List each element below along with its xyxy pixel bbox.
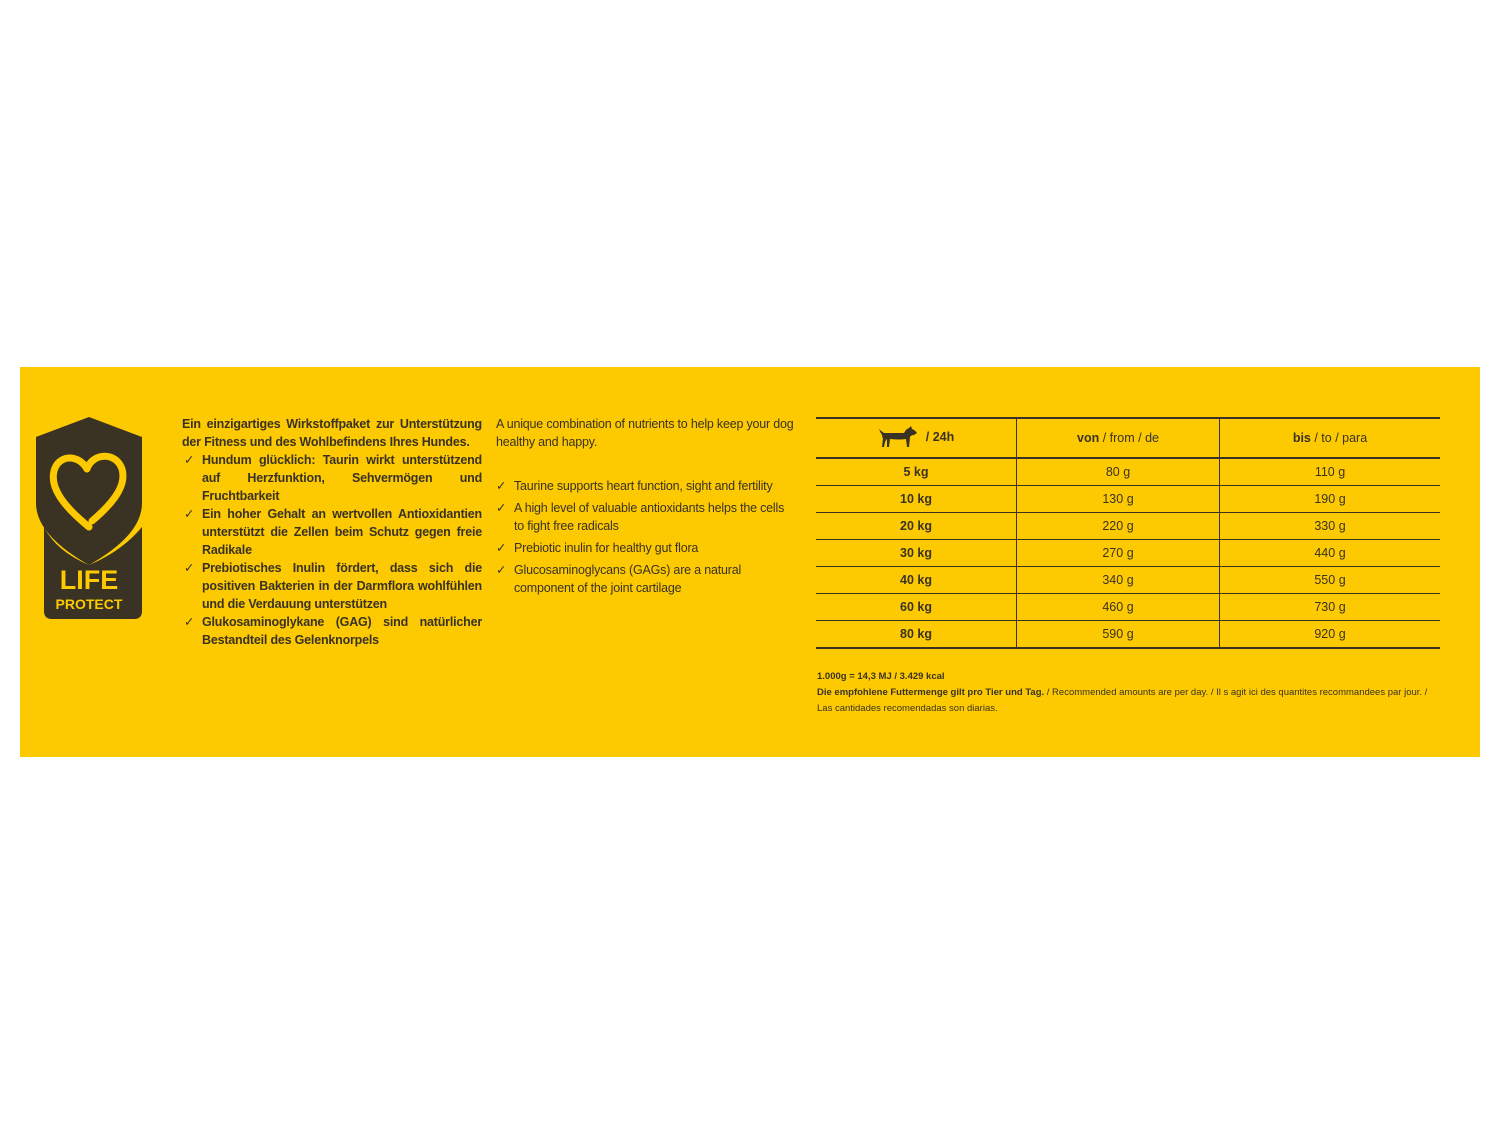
english-intro: A unique combination of nutrients to help keep your dog healthy and happy. [496,417,794,449]
recommendation-note [817,685,1443,717]
cell-from: 460 g [1017,594,1220,621]
recommendation-german: Die empfohlene Futtermenge gilt pro Tier und Tag. [817,687,1045,698]
list-item [496,539,796,557]
feeding-table [816,417,1440,649]
check-icon: ✓ [496,563,507,577]
energy-value: 1.000g = 14,3 MJ / 3.429 kcal [817,671,945,682]
check-icon: ✓ [496,501,507,515]
heart-shield-icon [32,415,146,623]
check-icon: ✓ [184,615,195,629]
list-item [182,505,482,559]
table-row [816,458,1440,486]
list-item [496,561,796,597]
cell-to: 330 g [1220,513,1441,540]
cell-to: 920 g [1220,621,1441,649]
cell-weight: 80 kg [816,621,1017,649]
check-icon: ✓ [184,561,195,575]
list-item [182,613,482,649]
cell-from: 270 g [1017,540,1220,567]
german-description [182,415,482,649]
header-from [1017,418,1220,458]
cell-from: 80 g [1017,458,1220,486]
german-point-text: Hundum glücklich: Taurin wirkt unterstützend auf Herzfunktion, Sehvermögen und Fruchtbarkeit [202,453,482,503]
german-point-text: Glukosaminoglykane (GAG) sind natürlicher Bestandteil des Gelenknorpels [202,615,482,647]
dog-icon [878,425,918,449]
cell-to: 730 g [1220,594,1441,621]
english-point-text: Taurine supports heart function, sight and fertility [514,479,773,493]
cell-to: 190 g [1220,486,1441,513]
cell-to: 440 g [1220,540,1441,567]
german-point-text: Prebiotisches Inulin fördert, dass sich die positiven Bakterien in der Darmflora wohlfühlen und die Verdauung unterstützen [202,561,482,611]
english-benefits-list [496,477,796,597]
logo-text-protect: PROTECT [55,596,123,612]
german-point-text: Ein hoher Gehalt an wertvollen Antioxidantien unterstützt die Zellen beim Schutz gegen freie Radikale [202,507,482,557]
table-header-row [816,418,1440,458]
check-icon: ✓ [496,541,507,555]
table-row [816,513,1440,540]
feeding-notes [817,669,1443,717]
english-point-text: Glucosaminoglycans (GAGs) are a natural component of the joint cartilage [514,563,742,595]
header-to-bold: bis [1292,431,1311,445]
english-description [496,415,796,601]
header-from-bold: von [1077,431,1100,445]
cell-from: 340 g [1017,567,1220,594]
header-24h-label: / 24h [925,429,955,444]
header-to [1220,418,1441,458]
check-icon: ✓ [184,507,195,521]
logo-text-life: LIFE [59,565,119,595]
list-item [182,559,482,613]
list-item [182,451,482,505]
german-intro: Ein einzigartiges Wirkstoffpaket zur Unterstützung der Fitness und des Wohlbefindens Ihres Hundes. [182,417,482,449]
header-to-rest: / to / para [1310,431,1368,445]
cell-weight: 40 kg [816,567,1017,594]
cell-from: 130 g [1017,486,1220,513]
recommendation-translations: / Recommended amounts are per day. / Il s agit ici des quantites recommandees par jour. / Las cantidades recomendadas son diarias. [817,687,1428,714]
list-item [496,499,796,535]
table-row [816,540,1440,567]
cell-weight: 30 kg [816,540,1017,567]
cell-from: 220 g [1017,513,1220,540]
check-icon: ✓ [184,453,195,467]
list-item [496,477,796,495]
cell-weight: 10 kg [816,486,1017,513]
cell-weight: 60 kg [816,594,1017,621]
table-row [816,486,1440,513]
check-icon: ✓ [496,479,507,493]
cell-from: 590 g [1017,621,1220,649]
english-point-text: Prebiotic inulin for healthy gut flora [514,541,699,555]
table-row [816,567,1440,594]
english-point-text: A high level of valuable antioxidants helps the cells to fight free radicals [514,501,785,533]
cell-to: 550 g [1220,567,1441,594]
german-benefits-list [182,451,482,649]
life-protect-logo [32,415,146,623]
cell-to: 110 g [1220,458,1441,486]
packaging-panel [20,367,1480,757]
table-row [816,594,1440,621]
cell-weight: 20 kg [816,513,1017,540]
feeding-table-container [816,417,1440,649]
header-from-rest: / from / de [1099,431,1159,445]
table-row [816,621,1440,649]
cell-weight: 5 kg [816,458,1017,486]
header-weight-per-day [816,418,1017,458]
